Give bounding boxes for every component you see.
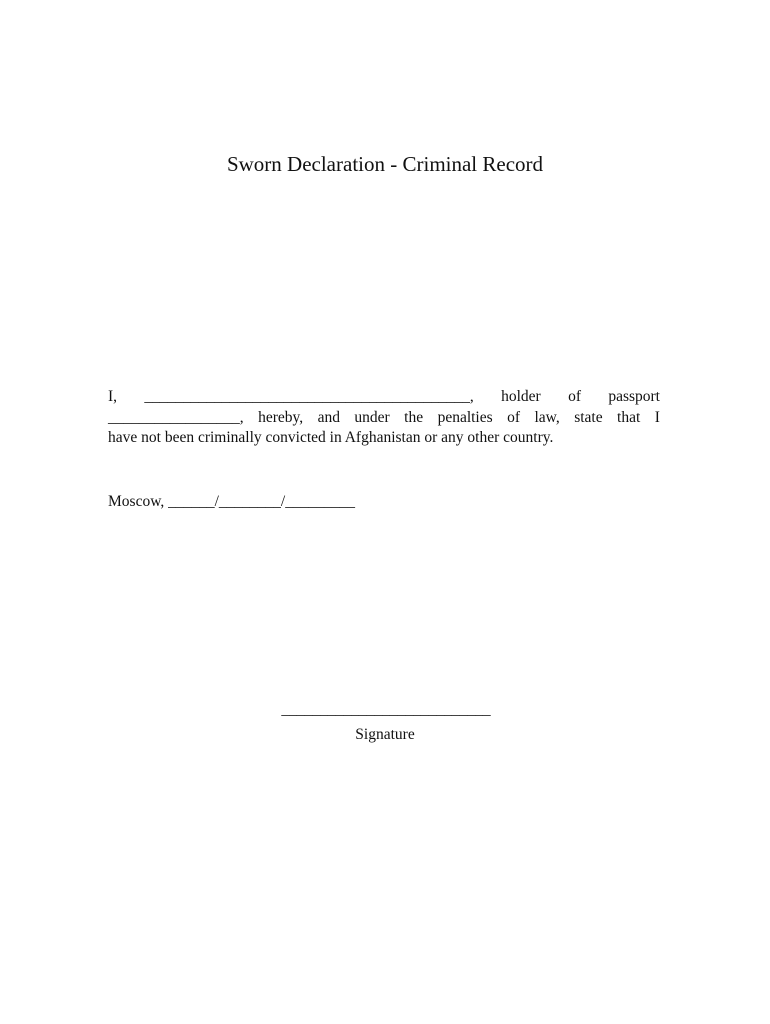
declaration-line-1 xyxy=(108,387,660,408)
declaration-word-passport: passport xyxy=(608,388,660,405)
place-date-line: Moscow, ______/________/_________ xyxy=(108,493,355,510)
declaration-line-2 xyxy=(108,408,660,429)
name-blank: __________________________________________, xyxy=(144,388,474,405)
signature-line: ___________________________ xyxy=(281,701,491,718)
declaration-word: that xyxy=(617,408,641,426)
declaration-paragraph xyxy=(108,387,660,449)
declaration-line-3: have not been criminally convicted in Afghanistan or any other country. xyxy=(108,429,554,446)
declaration-word: penalties xyxy=(437,408,493,426)
declaration-word: and xyxy=(317,408,340,426)
declaration-word: I xyxy=(654,408,660,426)
declaration-word: law, xyxy=(534,408,560,426)
passport-number-blank: _________________, xyxy=(108,408,244,426)
declaration-word: the xyxy=(404,408,424,426)
document-title: Sworn Declaration - Criminal Record xyxy=(226,152,544,176)
declaration-word: hereby, xyxy=(258,408,304,426)
declaration-word-holder: holder xyxy=(501,388,541,405)
declaration-word: of xyxy=(507,408,521,426)
declaration-word: state xyxy=(574,408,603,426)
signature-label: Signature xyxy=(355,726,415,743)
declaration-pronoun: I, xyxy=(108,388,118,405)
declaration-word-of: of xyxy=(568,388,581,405)
declaration-word: under xyxy=(354,408,390,426)
